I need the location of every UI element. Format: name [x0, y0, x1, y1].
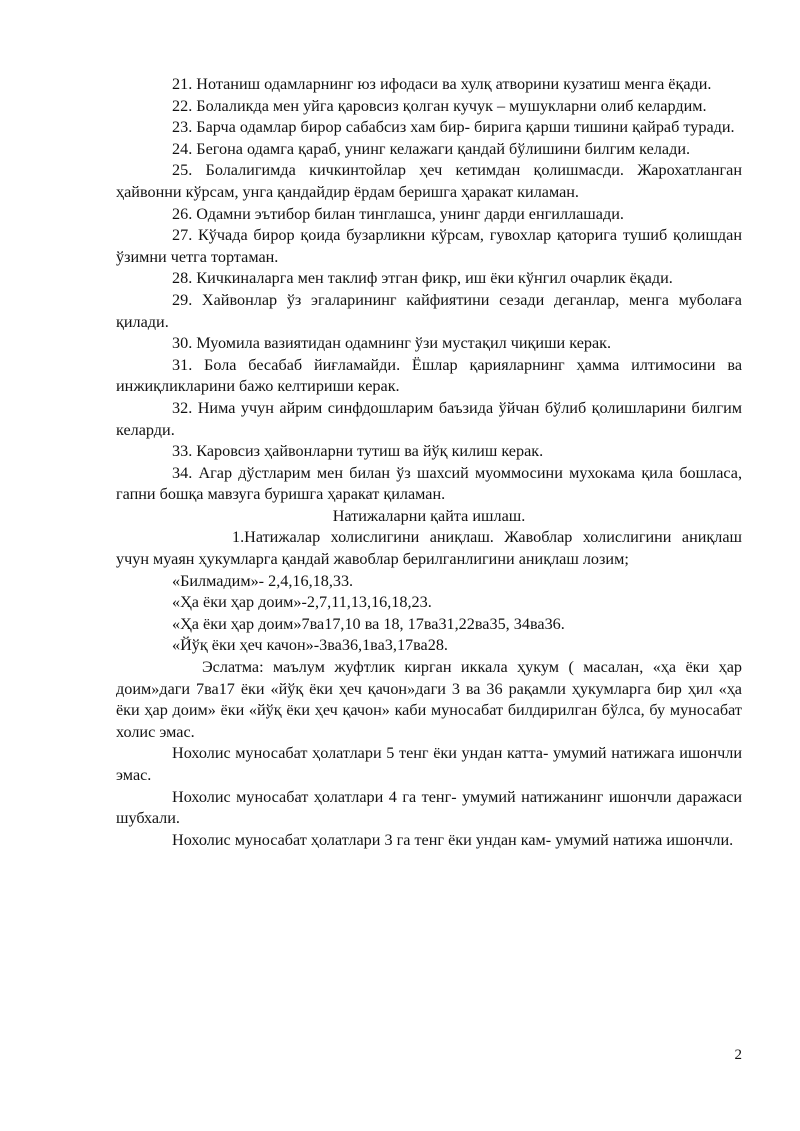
questionnaire-item-31: 31. Бола бесабаб йиғламайди. Ёшлар қарияларнинг ҳамма илтимосини ва инжиқликларини бажо келтириши керак. [116, 355, 742, 396]
questionnaire-item-28: 28. Кичкиналарга мен таклиф этган фикр, иш ёки кўнгил очарлик ёқади. [172, 269, 673, 288]
questionnaire-item-27: 27. Кўчада бирор қоида бузарликни кўрсам, гувохлар қаторига тушиб қолишдан ўзимни четга тортаман. [116, 226, 742, 266]
page-number: 2 [734, 1047, 742, 1063]
section-title: Натижаларни қайта ишлаш. [332, 506, 526, 525]
questionnaire-item-25: 25. Болалигимда кичкинтойлар ҳеч кетимдан қолишмасди. Жарохатланган ҳайвонни кўрсам, унга қандайдир ёрдам беришга ҳаракат киламан. [116, 161, 742, 201]
conclusion-paragraph: Нохолис муносабат ҳолатлари 5 тенг ёки ундан катта- умумий натижага ишончли эмас. [116, 744, 742, 784]
answer-key-line: «Билмадим»- 2,4,16,18,33. [172, 571, 354, 590]
questionnaire-item-26: 26. Одамни эътибор билан тинглашса, унинг дарди енгиллашади. [172, 204, 624, 223]
questionnaire-item-22: 22. Болаликда мен уйга қаровсиз қолган кучук – мушукларни олиб келардим. [172, 96, 707, 115]
note-paragraph: Эслатма: маълум жуфтлик кирган иккала ҳукум ( масалан, «ҳа ёки ҳар доим»даги 7ва17 ёки «йўқ ёки ҳеч қачон»даги 3 ва 36 рақамли ҳукумларга бир ҳил «ҳа ёки ҳар доим» ёки «йўқ ёки ҳеч қачон» каби муносабат билдирилган бўлса, бу муносабат холис эмас. [116, 658, 742, 741]
questionnaire-item-23: 23. Барча одамлар бирор сабабсиз хам бир- бирига қарши тишини қайраб туради. [172, 118, 735, 137]
answer-key-line: «Ҳа ёки ҳар доим»7ва17,10 ва 18, 17ва31,22ва35, 34ва36. [172, 614, 565, 633]
questionnaire-item-24: 24. Бегона одамга қараб, унинг келажаги қандай бўлишини билгим келади. [172, 139, 691, 158]
questionnaire-item-21: 21. Нотаниш одамларнинг юз ифодаси ва хулқ атворини кузатиш менга ёқади. [172, 75, 712, 93]
questionnaire-item-34: 34. Агар дўстларим мен билан ўз шахсий муоммосини мухокама қила бошласа, гапни бошқа мавзуга буришга ҳаракат қиламан. [116, 463, 742, 504]
questionnaire-item-30: 30. Муомила вазиятидан одамнинг ўзи мустақил чиқиши керак. [172, 334, 612, 353]
document-page [116, 74, 742, 851]
answer-key-line: «Йўқ ёки ҳеч качон»-3ва36,1ва3,17ва28. [172, 636, 448, 655]
conclusion-paragraph: Нохолис муносабат ҳолатлари 3 га тенг ёки ундан кам- умумий натижа ишончли. [172, 830, 734, 849]
conclusion-paragraph: Нохолис муносабат ҳолатлари 4 га тенг- умумий натижанинг ишончли даражаси шубхали. [116, 787, 742, 828]
questionnaire-item-32: 32. Нима учун айрим синфдошларим баъзида ўйчан бўлиб қолишларини билгим келарди. [116, 398, 742, 439]
questionnaire-item-33: 33. Каровсиз ҳайвонларни тутиш ва йўқ килиш керак. [172, 442, 544, 461]
processing-intro: 1.Натижалар холислигини аниқлаш. Жавоблар холислигини аниқлаш учун муаян ҳукумларга қандай жавоблар берилганлигини аниқлаш лозим; [116, 528, 742, 569]
questionnaire-item-29: 29. Хайвонлар ўз эгаларининг кайфиятини сезади деганлар, менга муболаға қилади. [116, 290, 742, 331]
answer-key-line: «Ҳа ёки ҳар доим»-2,7,11,13,16,18,23. [172, 593, 432, 612]
